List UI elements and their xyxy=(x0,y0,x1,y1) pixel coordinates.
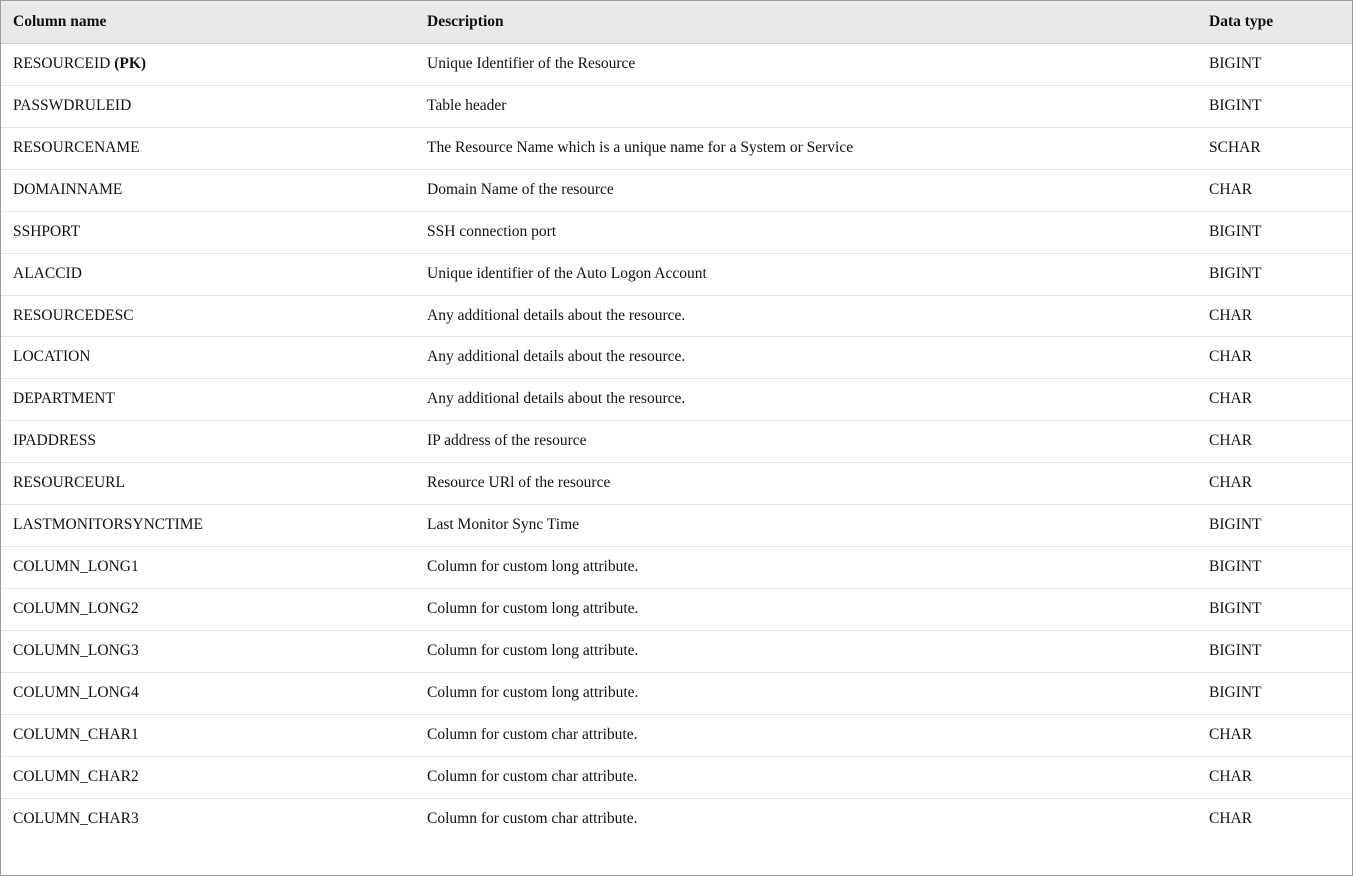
column-name-text: IPADDRESS xyxy=(13,432,96,450)
cell-column-name xyxy=(1,547,413,589)
cell-column-name xyxy=(1,756,413,798)
table-row xyxy=(1,421,1352,463)
cell-column-name xyxy=(1,630,413,672)
cell-description: Column for custom char attribute. xyxy=(413,714,1199,756)
column-header-data-type: Data type xyxy=(1199,1,1352,44)
table-row xyxy=(1,463,1352,505)
column-name-text: COLUMN_LONG4 xyxy=(13,683,139,701)
cell-data-type: BIGINT xyxy=(1199,211,1352,253)
table-row xyxy=(1,672,1352,714)
cell-data-type: CHAR xyxy=(1199,337,1352,379)
cell-description: Any additional details about the resource. xyxy=(413,295,1199,337)
table-row xyxy=(1,85,1352,127)
table-row xyxy=(1,253,1352,295)
cell-data-type: BIGINT xyxy=(1199,630,1352,672)
column-name-text: RESOURCEURL xyxy=(13,474,125,492)
table-row xyxy=(1,547,1352,589)
column-name-text: COLUMN_LONG3 xyxy=(13,641,139,659)
table-row xyxy=(1,630,1352,672)
cell-column-name xyxy=(1,169,413,211)
cell-data-type: CHAR xyxy=(1199,421,1352,463)
cell-data-type: BIGINT xyxy=(1199,253,1352,295)
cell-column-name xyxy=(1,798,413,839)
cell-description: Any additional details about the resource. xyxy=(413,379,1199,421)
table-row xyxy=(1,169,1352,211)
cell-data-type: CHAR xyxy=(1199,169,1352,211)
column-name-text: RESOURCEDESC xyxy=(13,306,134,324)
cell-description: Table header xyxy=(413,85,1199,127)
cell-data-type: CHAR xyxy=(1199,295,1352,337)
column-name-text: COLUMN_LONG1 xyxy=(13,558,139,576)
column-name-text: COLUMN_CHAR2 xyxy=(13,767,139,785)
cell-description: Column for custom char attribute. xyxy=(427,809,638,827)
table-row xyxy=(1,505,1352,547)
column-header-column-name: Column name xyxy=(1,1,413,44)
primary-key-marker: (PK) xyxy=(114,55,147,72)
cell-description: Resource URl of the resource xyxy=(413,463,1199,505)
cell-column-name xyxy=(1,211,413,253)
column-name-text: COLUMN_CHAR3 xyxy=(13,809,139,827)
cell-description: Domain Name of the resource xyxy=(413,169,1199,211)
column-name-text: DOMAINNAME xyxy=(13,180,123,198)
column-name-text: RESOURCENAME xyxy=(13,138,140,156)
cell-description: IP address of the resource xyxy=(413,421,1199,463)
cell-data-type: BIGINT xyxy=(1199,588,1352,630)
cell-data-type: BIGINT xyxy=(1199,547,1352,589)
cell-column-name xyxy=(1,588,413,630)
cell-column-name xyxy=(1,337,413,379)
cell-column-name xyxy=(1,379,413,421)
schema-table xyxy=(1,1,1352,840)
cell-data-type: CHAR xyxy=(1209,809,1253,827)
cell-column-name xyxy=(1,421,413,463)
table-row xyxy=(1,714,1352,756)
column-name-text: ALACCID xyxy=(13,264,82,282)
table-header xyxy=(1,1,1352,44)
column-name-text: COLUMN_LONG2 xyxy=(13,599,139,617)
column-name-text: COLUMN_CHAR1 xyxy=(13,725,139,743)
cell-description: SSH connection port xyxy=(413,211,1199,253)
cell-data-type: CHAR xyxy=(1199,714,1352,756)
cell-column-name xyxy=(1,672,413,714)
cell-description: Column for custom long attribute. xyxy=(413,588,1199,630)
column-name-text: LOCATION xyxy=(13,348,91,366)
cell-data-type: BIGINT xyxy=(1199,672,1352,714)
table-row xyxy=(1,127,1352,169)
cell-column-name xyxy=(1,295,413,337)
table-header-row xyxy=(1,1,1352,44)
table-row xyxy=(1,756,1352,798)
table-row xyxy=(1,211,1352,253)
column-header-description: Description xyxy=(413,1,1199,44)
table-row xyxy=(1,588,1352,630)
cell-column-name xyxy=(1,714,413,756)
cell-description: Unique identifier of the Auto Logon Account xyxy=(413,253,1199,295)
cell-data-type: CHAR xyxy=(1199,379,1352,421)
cell-description: Column for custom long attribute. xyxy=(413,672,1199,714)
cell-data-type: CHAR xyxy=(1199,463,1352,505)
table-row xyxy=(1,337,1352,379)
column-name-text: RESOURCEID xyxy=(13,55,111,72)
column-name-text: LASTMONITORSYNCTIME xyxy=(13,516,204,534)
cell-column-name xyxy=(1,463,413,505)
cell-description: Last Monitor Sync Time xyxy=(413,505,1199,547)
column-name-text: PASSWDRULEID xyxy=(13,96,132,114)
table-row xyxy=(1,798,1352,839)
cell-data-type: SCHAR xyxy=(1199,127,1352,169)
cell-description: Any additional details about the resource. xyxy=(413,337,1199,379)
cell-column-name xyxy=(1,127,413,169)
cell-data-type: BIGINT xyxy=(1199,505,1352,547)
cell-column-name xyxy=(1,85,413,127)
column-name-text: DEPARTMENT xyxy=(13,390,115,408)
cell-column-name xyxy=(1,44,413,86)
cell-description: Column for custom long attribute. xyxy=(413,630,1199,672)
cell-data-type: BIGINT xyxy=(1199,85,1352,127)
table-body xyxy=(1,44,1352,840)
cell-description: Column for custom long attribute. xyxy=(413,547,1199,589)
table-row xyxy=(1,44,1352,86)
cell-description: Column for custom char attribute. xyxy=(413,756,1199,798)
cell-column-name xyxy=(1,253,413,295)
table-row xyxy=(1,379,1352,421)
column-name-text: SSHPORT xyxy=(13,222,81,240)
cell-description: The Resource Name which is a unique name for a System or Service xyxy=(413,127,1199,169)
cell-data-type: CHAR xyxy=(1199,756,1352,798)
cell-description: Unique Identifier of the Resource xyxy=(413,44,1199,86)
cell-column-name xyxy=(1,505,413,547)
table-row xyxy=(1,295,1352,337)
cell-data-type: BIGINT xyxy=(1199,44,1352,86)
